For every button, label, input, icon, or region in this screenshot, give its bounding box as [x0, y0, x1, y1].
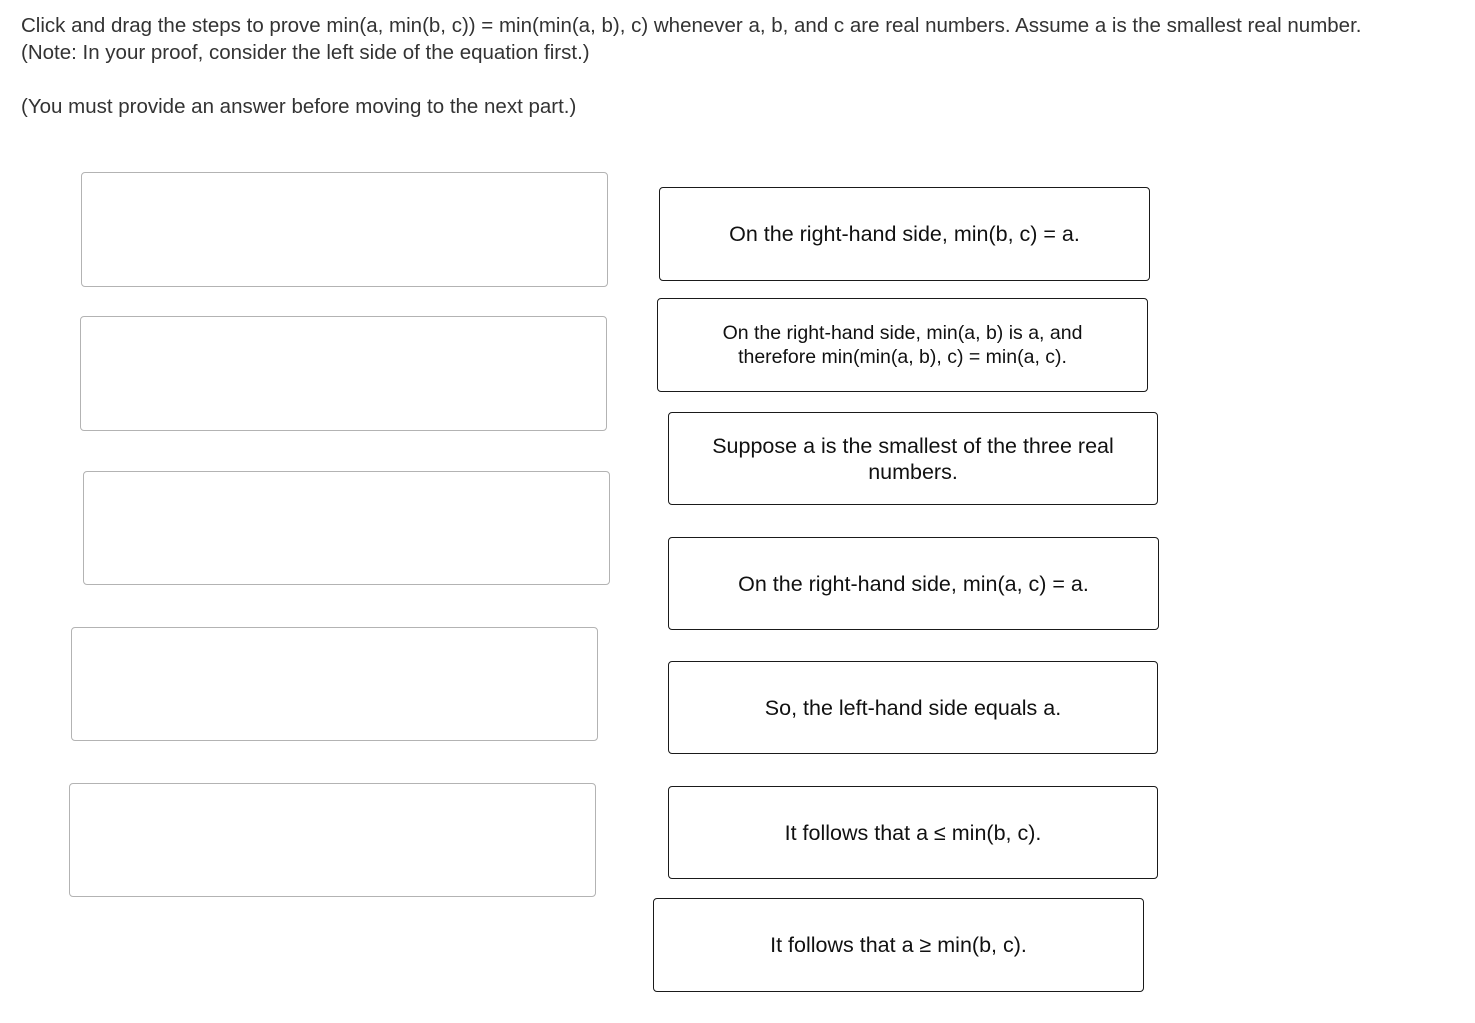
step-card-6[interactable] — [668, 786, 1158, 879]
step-card-text: On the right-hand side, min(a, b) is a, and therefore min(min(a, b), c) = min(a, c). — [722, 322, 1083, 368]
step-card-text: It follows that a ≤ min(b, c). — [784, 820, 1042, 845]
step-card-text: It follows that a ≥ min(b, c). — [770, 933, 1027, 957]
step-card-text: On the right-hand side, min(a, c) = a. — [738, 571, 1089, 596]
spacer — [21, 66, 1441, 93]
step-card-5[interactable] — [668, 661, 1158, 754]
step-card-2[interactable] — [657, 298, 1148, 392]
problem-note: (Note: In your proof, consider the left side of the equation first.) — [21, 41, 590, 64]
step-card-text: On the right-hand side, min(b, c) = a. — [729, 222, 1080, 246]
step-card-1[interactable] — [659, 187, 1150, 281]
step-card-3[interactable] — [668, 412, 1158, 505]
step-card-4[interactable] — [668, 537, 1159, 630]
question-instructions — [21, 12, 1441, 120]
answer-slot-5[interactable] — [69, 783, 596, 897]
problem-statement: Click and drag the steps to prove min(a, min(b, c)) = min(min(a, b), c) whenever a, b, and c are real numbers. Assume a is the smallest real number. — [21, 14, 1362, 37]
step-card-text: So, the left-hand side equals a. — [764, 695, 1062, 720]
answer-slot-4[interactable] — [71, 627, 598, 741]
answer-slot-1[interactable] — [81, 172, 608, 287]
answer-slot-3[interactable] — [83, 471, 610, 585]
answer-required-notice: (You must provide an answer before moving to the next part.) — [21, 95, 577, 118]
answer-slot-2[interactable] — [80, 316, 607, 431]
step-card-text: Suppose a is the smallest of the three real numbers. — [712, 433, 1114, 484]
step-card-7[interactable] — [653, 898, 1144, 992]
